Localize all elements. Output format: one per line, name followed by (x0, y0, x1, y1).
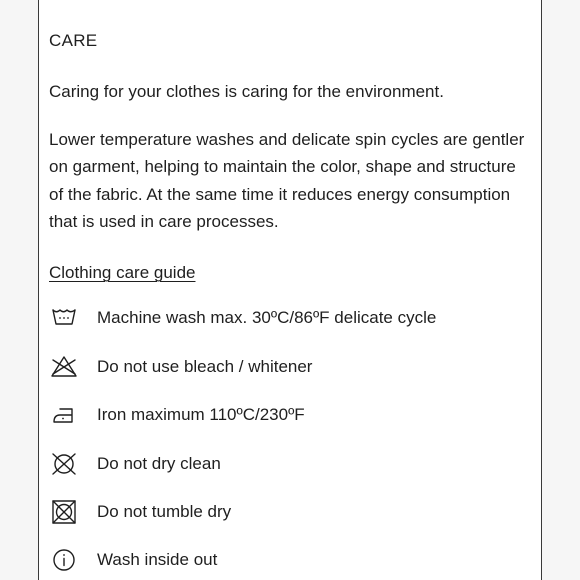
care-item-iron (49, 400, 529, 430)
right-gutter (542, 0, 580, 580)
care-item-no-tumble-dry (49, 497, 529, 527)
care-panel (38, 0, 542, 580)
care-label: Iron maximum 110ºC/230ºF (97, 405, 305, 424)
care-label: Do not tumble dry (97, 502, 232, 521)
care-item-wash-inside-out (49, 545, 529, 575)
care-item-no-bleach (49, 352, 529, 382)
no-tumble-dry-icon (49, 497, 79, 527)
care-item-machine-wash (49, 303, 529, 333)
care-label: Do not use bleach / whitener (97, 357, 313, 376)
no-bleach-icon (49, 352, 79, 382)
machine-wash-icon (49, 303, 79, 333)
clothing-care-guide-link[interactable]: Clothing care guide (49, 263, 196, 282)
care-label: Do not dry clean (97, 454, 221, 473)
left-gutter (0, 0, 38, 580)
intro-text: Caring for your clothes is caring for the environment. (49, 82, 444, 101)
care-description: Lower temperature washes and delicate spin cycles are gentler on garment, helping to maintain the color, shape and structure of the fabric. At the same time it reduces energy consumption that is used in care processes. (49, 130, 525, 231)
section-heading: CARE (49, 31, 98, 50)
iron-icon (49, 400, 79, 430)
care-item-no-dry-clean (49, 449, 529, 479)
info-icon (49, 545, 79, 575)
care-label: Wash inside out (97, 550, 218, 569)
care-label: Machine wash max. 30ºC/86ºF delicate cycle (97, 308, 437, 327)
no-dry-clean-icon (49, 449, 79, 479)
